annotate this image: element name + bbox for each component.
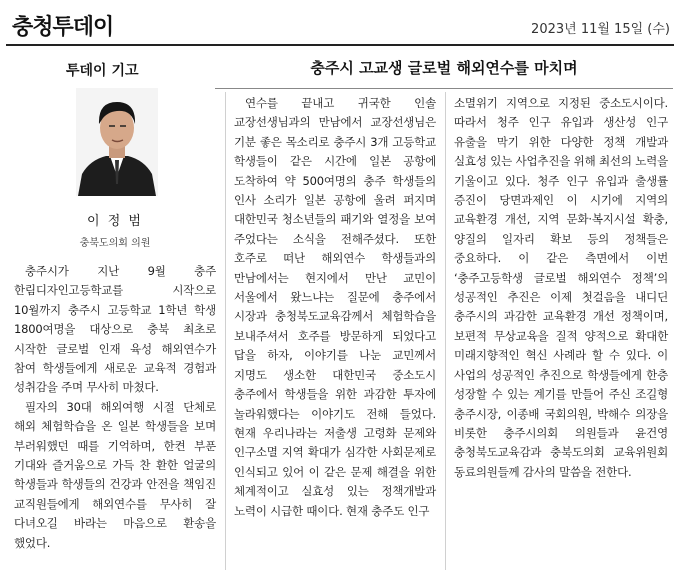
- author-name: 이 정 범: [87, 214, 143, 229]
- publication-date: 2023년 11월 15일 (수): [531, 22, 670, 37]
- article-column-1: [14, 262, 216, 553]
- paragraph: 연수를 끝내고 귀국한 인솔 교장선생님과의 만남에서 교장선생님은 기분 좋은 목소리로 충주시 3개 고등학교 학생들이 같은 시간에 일본 공항에 도착하여 약 500여명의 충주 학생들의 인사 소리가 일본 공항에 울려 퍼지며 대한민국 청소년들의 패기와 열정을 보여 주었다는 소식을 전해주셨다. 또한 호주로 떠난 해외연수 학생들과의 만남에서는 현지에서 만난 교민이 서울에서 왔느냐는 질문에 충주에서 시장과 충청북도교육감께서 체험학습을 보내주셔서 호주를 방문하게 되었다고 답을 하자, 이야기를 나눈 교민께서 지명도 생소한 대한민국 중소도시 충주에서 학생들을 위한 과감한 투자에 놀라워했다는 이야기도 전해 들었다. 현재 우리나라는 저출생 고령화 문제와 인구소멸 지역 확대가 심각한 사회문제로 인식되고 있어 이 같은 문제 해결을 위한 체계적이고 실효성 있는 정책개발과 노력이 시급한 때이다. 현재 충주도 인구: [234, 96, 436, 518]
- article-column-3: [454, 94, 668, 482]
- paragraph: 소멸위기 지역으로 지정된 중소도시이다. 따라서 청주 인구 유입과 생산성 인구 유출을 막기 위한 다양한 정책 개발과 실효성 있는 사업추진을 위해 최선의 노력을 기울이고 있다. 청주 인구 유입과 출생률 증진이 당면과제인 이 시기에 지역의 교육환경 개선, 지역 문화·복지시설 확충, 양질의 일자리 확보 등의 정책들은 중요하다. 이 같은 측면에서 이번 ‘충주고등학생 글로벌 해외연수 정책’의 성공적인 추진은 이제 첫걸음을 내디딘 충주시의 과감한 교육환경 개선 정책이며, 보편적 무상교육을 질적 양적으로 확대한 미래지향적인 혁신 사례라 할 수 있다. 이 사업의 성공적인 추진으로 학생들에게 한층 성장할 수 있는 계기를 만들어 주신 조길형 충주시장, 이종배 국회의원, 박해수 의장을 비롯한 충주시의회 의원들과 윤건영 충청북도교육감과 충북도의회 교육위원회 동료의원들께 감사의 말씀을 전한다.: [454, 96, 668, 479]
- paragraph: 충주시가 지난 9월 충주 한림디자인고등학교를 시작으로 10월까지 충주시 고등학교 1학년 학생 1800여명을 대상으로 충북 최초로 시작한 글로벌 인재 육성 해외연수가 참여 학생들에게 새로운 교육적 경험과 성취감을 주며 무사히 마쳤다.: [14, 264, 216, 395]
- author-title: 충북도의회 의원: [79, 238, 151, 249]
- newspaper-logo: 충청투데이: [12, 15, 114, 40]
- author-portrait-icon: [76, 88, 158, 196]
- article-column-2: [234, 94, 436, 521]
- column-divider: [445, 92, 446, 570]
- author-photo: [76, 88, 158, 196]
- column-divider: [225, 92, 226, 570]
- section-label: 투데이 기고: [66, 63, 139, 79]
- paragraph: 필자의 30대 해외여행 시절 단체로 해외 체험학습을 온 일본 학생들을 보며 부러워했던 때를 기억하며, 한켠 부푼 기대와 즐거움으로 가득 찬 환한 얼굴의 학생들과 학생들의 건강과 안전을 책임진 교직원들에게 해외연수를 무사히 잘 다녀오길 바라는 마음으로 환송을 했었다.: [14, 399, 216, 550]
- headline: 충주시 고교생 글로벌 해외연수를 마치며: [215, 48, 673, 89]
- masthead: [6, 4, 674, 46]
